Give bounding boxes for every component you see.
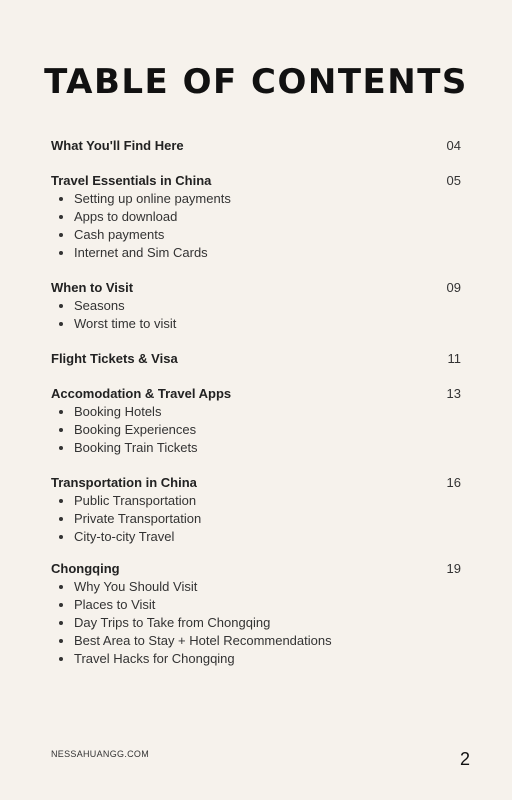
toc-page-number: 04 [446, 138, 461, 153]
toc-section-heading: What You'll Find Here [51, 138, 184, 153]
toc-section [51, 474, 461, 546]
toc-subitem: Best Area to Stay + Hotel Recommendations [51, 632, 461, 650]
toc-subitem: Day Trips to Take from Chongqing [51, 614, 461, 632]
table-of-contents [51, 137, 461, 668]
toc-section [51, 385, 461, 457]
toc-subitem-list [51, 403, 461, 457]
toc-subitem-list [51, 492, 461, 546]
toc-section-heading: Flight Tickets & Visa [51, 351, 178, 366]
toc-page-number: 16 [446, 475, 461, 490]
toc-subitem: Setting up online payments [51, 190, 461, 208]
page-title: TABLE OF CONTENTS [44, 62, 468, 102]
toc-section [51, 350, 461, 368]
toc-section [51, 172, 461, 262]
toc-page-number: 13 [446, 386, 461, 401]
toc-section-heading: Transportation in China [51, 475, 197, 490]
toc-section [51, 137, 461, 155]
toc-section-heading: When to Visit [51, 280, 134, 295]
toc-subitem: Booking Hotels [51, 403, 461, 421]
toc-page-number: 11 [447, 351, 461, 366]
toc-subitem: City-to-city Travel [51, 528, 461, 546]
toc-section [51, 560, 461, 668]
toc-subitem: Why You Should Visit [51, 578, 461, 596]
toc-subitem-list [51, 190, 461, 262]
toc-subitem: Public Transportation [51, 492, 461, 510]
toc-page-number: 05 [446, 173, 461, 188]
toc-subitem: Private Transportation [51, 510, 461, 528]
toc-subitem: Apps to download [51, 208, 461, 226]
toc-subitem: Booking Experiences [51, 421, 461, 439]
toc-section-heading: Accomodation & Travel Apps [51, 386, 232, 401]
toc-subitem: Cash payments [51, 226, 461, 244]
toc-subitem: Travel Hacks for Chongqing [51, 650, 461, 668]
toc-subitem-list [51, 297, 461, 333]
toc-subitem-list [51, 578, 461, 668]
toc-subitem: Worst time to visit [51, 315, 461, 333]
toc-subitem: Places to Visit [51, 596, 461, 614]
toc-section-heading: Chongqing [51, 561, 120, 576]
toc-subitem: Seasons [51, 297, 461, 315]
toc-page-number: 19 [446, 561, 461, 576]
toc-section [51, 279, 461, 333]
toc-subitem: Internet and Sim Cards [51, 244, 461, 262]
footer-page-number: 2 [460, 749, 471, 769]
footer-website: NESSAHUANGG.COM [51, 749, 150, 759]
toc-page-number: 09 [446, 280, 461, 295]
toc-section-heading: Travel Essentials in China [51, 173, 212, 188]
toc-subitem: Booking Train Tickets [51, 439, 461, 457]
